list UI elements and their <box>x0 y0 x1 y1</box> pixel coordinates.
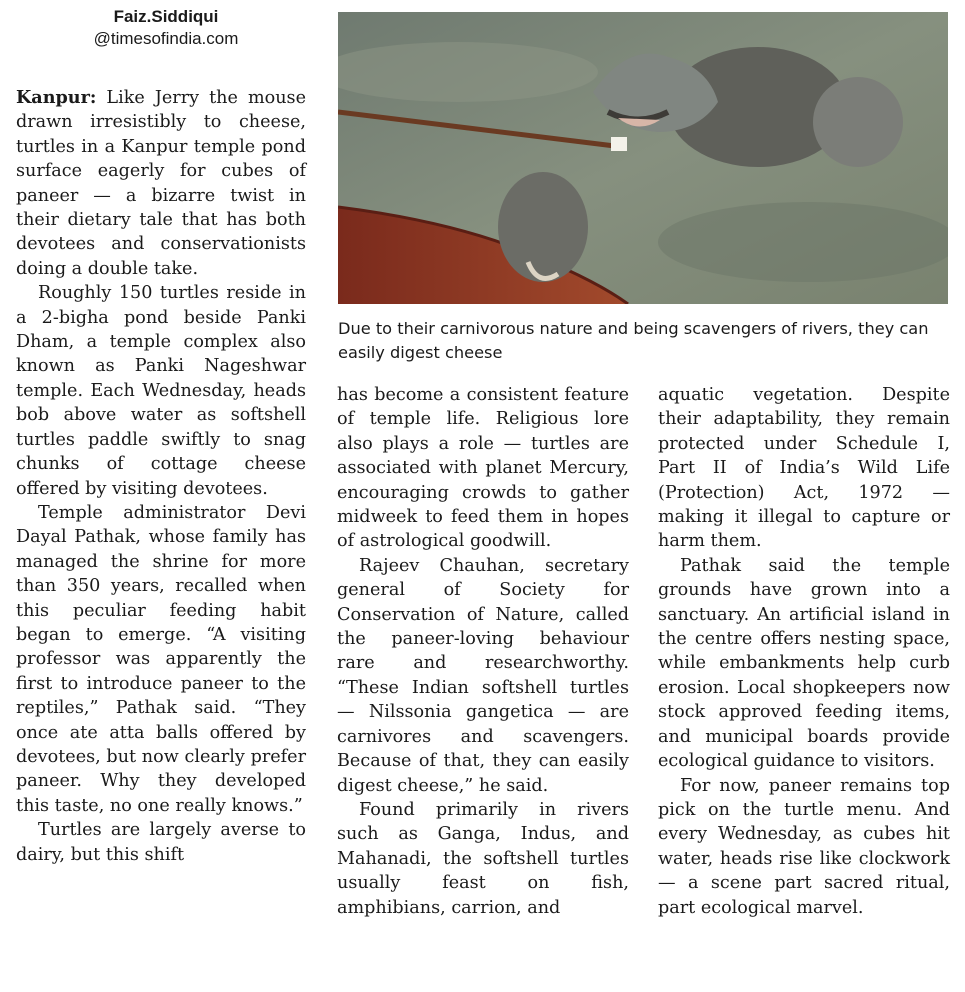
article-column-2 <box>337 383 629 920</box>
lead-paragraph <box>16 86 306 281</box>
dateline: Kanpur: <box>16 87 97 108</box>
paragraph-2: Roughly 150 turtles reside in a 2-bigha pond beside Panki Dham, a temple complex also known as Panki Nageshwar temple. Each Wednesday, heads bob above water as softshell turtles paddle swiftly to snag chunks of cottage cheese offered by visiting devotees. <box>16 283 306 499</box>
lead-text: Like Jerry the mouse drawn irresistibly to cheese, turtles in a Kanpur temple pond surface eagerly for cubes of paneer — a bizarre twist in their dietary tale that has both devotees and conservationists doing a double take. <box>16 88 306 279</box>
paragraph-3: Temple administrator Devi Dayal Pathak, whose family has managed the shrine for more than 350 years, recalled when this peculiar feeding habit began to emerge. “A visiting professor was apparently the first to introduce paneer to the reptiles,” Pathak said. “They once ate atta balls offered by devotees, but now clearly prefer paneer. Why they developed this taste, no one really knows.” <box>16 502 306 816</box>
paragraph-6-continued: aquatic vegetation. Despite their adaptability, they remain protected under Schedule I, Part II of India’s Wild Life (Protection) Act, 1972 — making it illegal to capture or harm them. <box>658 385 950 552</box>
turtle-photo-graphic <box>338 12 948 304</box>
paragraph-8: For now, paneer remains top pick on the turtle menu. And every Wednesday, as cubes hit water, heads rise like clockwork — a scene part sacred ritual, part ecological marvel. <box>658 775 950 918</box>
article-photo <box>338 12 948 304</box>
article-column-1 <box>16 86 306 867</box>
paragraph-6-start: Found primarily in rivers such as Ganga, Indus, and Mahanadi, the softshell turtles usually feast on fish, amphibians, carrion, and <box>337 799 629 918</box>
article-column-3 <box>658 383 950 920</box>
byline <box>16 6 316 50</box>
paragraph-7: Pathak said the temple grounds have grown into a sanctuary. An artificial island in the centre offers nesting space, while embankments help curb erosion. Local shopkeepers now stock approved feeding items, and municipal boards provide ecological guidance to visitors. <box>658 555 950 772</box>
paragraph-4-continued: has become a consistent feature of temple life. Religious lore also plays a role — turtles are associated with planet Mercury, encouraging crowds to gather midweek to feed them in hopes of astrological goodwill. <box>337 385 629 552</box>
author-name: Faiz.Siddiqui <box>113 7 219 26</box>
paragraph-5: Rajeev Chauhan, secretary general of Society for Conservation of Nature, called the paneer-loving behaviour rare and researchworthy. “These Indian softshell turtles — Nilssonia gangetica — are carnivores and scavengers. Because of that, they can easily digest cheese,” he said. <box>337 555 629 796</box>
paragraph-4-start: Turtles are largely averse to dairy, but this shift <box>16 820 306 865</box>
photo-caption: Due to their carnivorous nature and being scavengers of rivers, they can easily digest cheese <box>338 319 929 362</box>
author-email: @timesofindia.com <box>93 29 239 48</box>
